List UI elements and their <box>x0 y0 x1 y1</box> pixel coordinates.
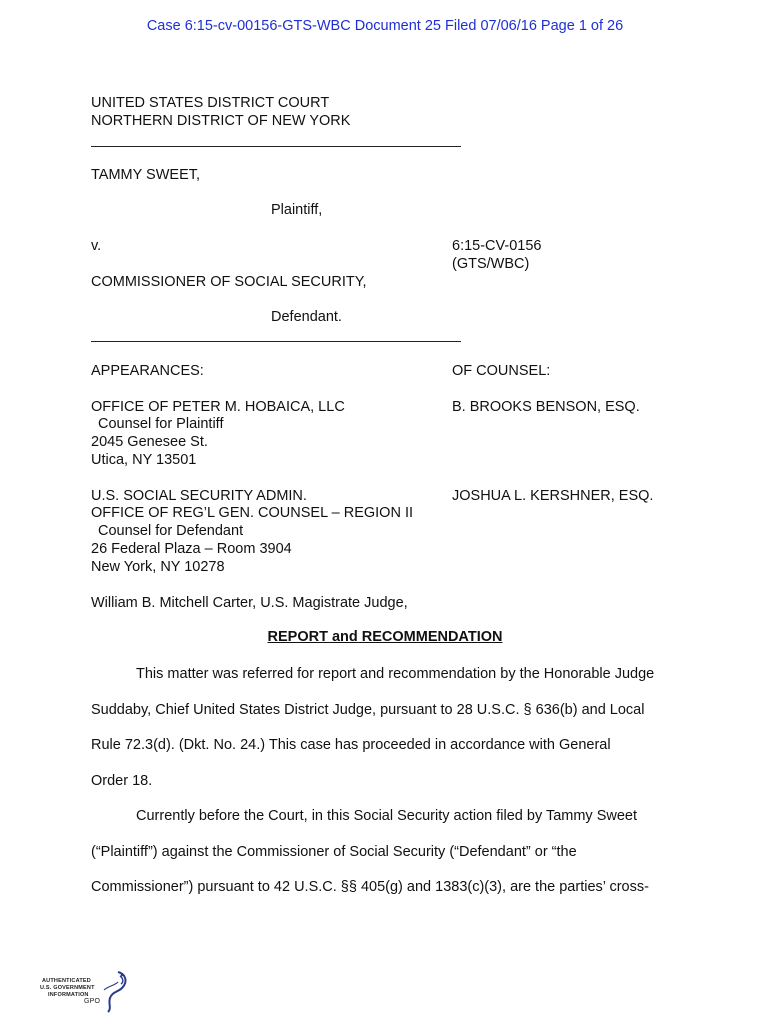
document-header: Case 6:15-cv-00156-GTS-WBC Document 25 Filed 07/06/16 Page 1 of 26 <box>146 18 624 34</box>
judge-line: William B. Mitchell Carter, U.S. Magistrate Judge, <box>91 595 408 611</box>
caption-bottom-rule <box>91 341 461 342</box>
logo-gpo-mark: GPO <box>84 998 101 1005</box>
plaintiff-firm: OFFICE OF PETER M. HOBAICA, LLC <box>91 399 345 415</box>
case-number: 6:15-CV-0156 <box>452 238 542 254</box>
versus: v. <box>91 238 102 254</box>
body-line: Suddaby, Chief United States District Judge, pursuant to 28 U.S.C. § 636(b) and Local <box>91 702 645 718</box>
court-district: NORTHERN DISTRICT OF NEW YORK <box>91 113 351 129</box>
defendant-agency: U.S. SOCIAL SECURITY ADMIN. <box>91 488 307 504</box>
body-line: (“Plaintiff”) against the Commissioner of Social Security (“Defendant” or “the <box>91 844 577 860</box>
logo-text-line: INFORMATION <box>48 992 89 998</box>
body-line: Currently before the Court, in this Social Security action filed by Tammy Sweet <box>136 808 638 824</box>
plaintiff-street: 2045 Genesee St. <box>91 434 208 450</box>
defendant-city: New York, NY 10278 <box>91 559 225 575</box>
appearances-heading: APPEARANCES: <box>91 363 204 379</box>
document-title: REPORT and RECOMMENDATION <box>267 629 503 645</box>
defendant-attorney: JOSHUA L. KERSHNER, ESQ. <box>452 488 654 504</box>
gpo-authentication-logo <box>40 968 132 1016</box>
body-line: Order 18. <box>91 773 153 789</box>
court-name: UNITED STATES DISTRICT COURT <box>91 95 330 111</box>
plaintiff-attorney: B. BROOKS BENSON, ESQ. <box>452 399 640 415</box>
plaintiff-name: TAMMY SWEET, <box>91 167 201 183</box>
defendant-name: COMMISSIONER OF SOCIAL SECURITY, <box>91 274 367 290</box>
of-counsel-heading: OF COUNSEL: <box>452 363 551 379</box>
plaintiff-counsel-role: Counsel for Plaintiff <box>98 416 224 432</box>
plaintiff-city: Utica, NY 13501 <box>91 452 197 468</box>
body-line: Commissioner”) pursuant to 42 U.S.C. §§ 405(g) and 1383(c)(3), are the parties’ cross- <box>91 879 649 895</box>
case-judges: (GTS/WBC) <box>452 256 530 272</box>
plaintiff-role: Plaintiff, <box>271 202 323 218</box>
body-line: Rule 72.3(d). (Dkt. No. 24.) This case has proceeded in accordance with General <box>91 737 611 753</box>
defendant-office: OFFICE OF REG’L GEN. COUNSEL – REGION II <box>91 505 414 521</box>
caption-top-rule <box>91 146 461 147</box>
logo-text-line: AUTHENTICATED <box>42 978 91 984</box>
defendant-counsel-role: Counsel for Defendant <box>98 523 244 539</box>
defendant-street: 26 Federal Plaza – Room 3904 <box>91 541 292 557</box>
defendant-role: Defendant. <box>271 309 342 325</box>
eagle-icon <box>98 968 130 1014</box>
logo-text-line: U.S. GOVERNMENT <box>40 985 95 991</box>
body-line: This matter was referred for report and recommendation by the Honorable Judge <box>136 666 655 682</box>
